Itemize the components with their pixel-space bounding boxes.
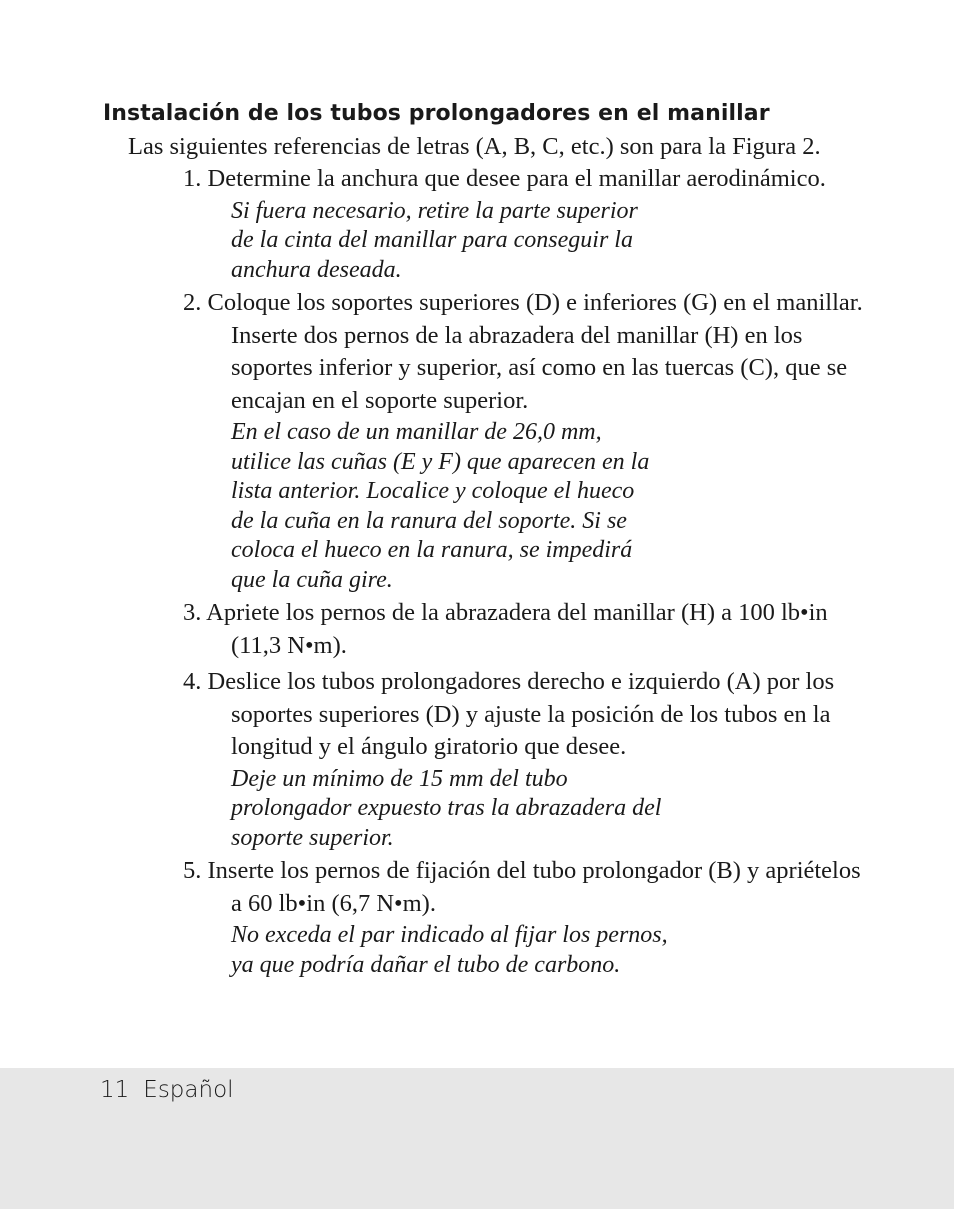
step-note	[231, 921, 863, 980]
step-number: 1.	[183, 165, 202, 192]
note-line: de la cinta del manillar para conseguir la	[231, 227, 633, 253]
step-5	[183, 855, 863, 980]
step-note	[231, 197, 863, 286]
note-line: soporte superior.	[231, 824, 394, 851]
step-note	[231, 765, 863, 854]
note-line: En el caso de un manillar de 26,0 mm,	[231, 419, 602, 445]
language-label: Español	[143, 1077, 234, 1103]
step-text: Apriete los pernos de la abrazadera del manillar (H) a 100 lb•in (11,3 N•m).	[206, 599, 828, 659]
step-2	[183, 287, 863, 595]
note-line: utilice las cuñas (E y F) que aparecen en la	[231, 448, 650, 475]
step-note	[231, 418, 863, 595]
steps-list	[103, 163, 863, 980]
note-line: Deje un mínimo de 15 mm del tubo	[231, 765, 568, 792]
note-line: ya que podría dañar el tubo de carbono.	[231, 951, 621, 978]
note-line: anchura deseada.	[231, 256, 402, 283]
step-text: Coloque los soportes superiores (D) e inferiores (G) en el manillar. Inserte dos pernos de la abrazadera del manillar (H) en los soportes inferior y superior, así como en las tuercas (C), que se encajan en el soporte superior.	[207, 289, 863, 414]
step-4	[183, 666, 863, 853]
note-line: coloca el hueco en la ranura, se impedirá	[231, 537, 633, 563]
footer-text	[100, 1074, 234, 1106]
intro-paragraph: Las siguientes referencias de letras (A, B, C, etc.) son para la Figura 2.	[128, 133, 821, 160]
step-text: Deslice los tubos prolongadores derecho e izquierdo (A) por los soportes superiores (D) y ajuste la posición de los tubos en la longitud y el ángulo giratorio que desee.	[207, 668, 835, 760]
note-line: lista anterior. Localice y coloque el hueco	[231, 478, 635, 504]
step-text: Inserte los pernos de fijación del tubo prolongador (B) y apriételos a 60 lb•in (6,7 N•m).	[207, 857, 861, 917]
page-footer	[0, 1068, 954, 1209]
note-line: que la cuña gire.	[231, 566, 393, 593]
step-text: Determine la anchura que desee para el manillar aerodinámico.	[207, 165, 826, 192]
page-number: 11	[100, 1077, 130, 1103]
note-line: prolongador expuesto tras la abrazadera del	[231, 795, 662, 821]
note-line: Si fuera necesario, retire la parte superior	[231, 197, 638, 224]
step-number: 3.	[183, 599, 202, 626]
section-heading: Instalación de los tubos prolongadores en el manillar	[103, 101, 770, 126]
step-3	[183, 597, 863, 662]
page-content	[103, 98, 863, 982]
step-1	[183, 163, 863, 285]
step-number: 4.	[183, 668, 202, 695]
note-line: No exceda el par indicado al fijar los pernos,	[231, 922, 668, 948]
note-line: de la cuña en la ranura del soporte. Si se	[231, 507, 627, 534]
step-number: 2.	[183, 289, 202, 316]
step-number: 5.	[183, 857, 202, 884]
